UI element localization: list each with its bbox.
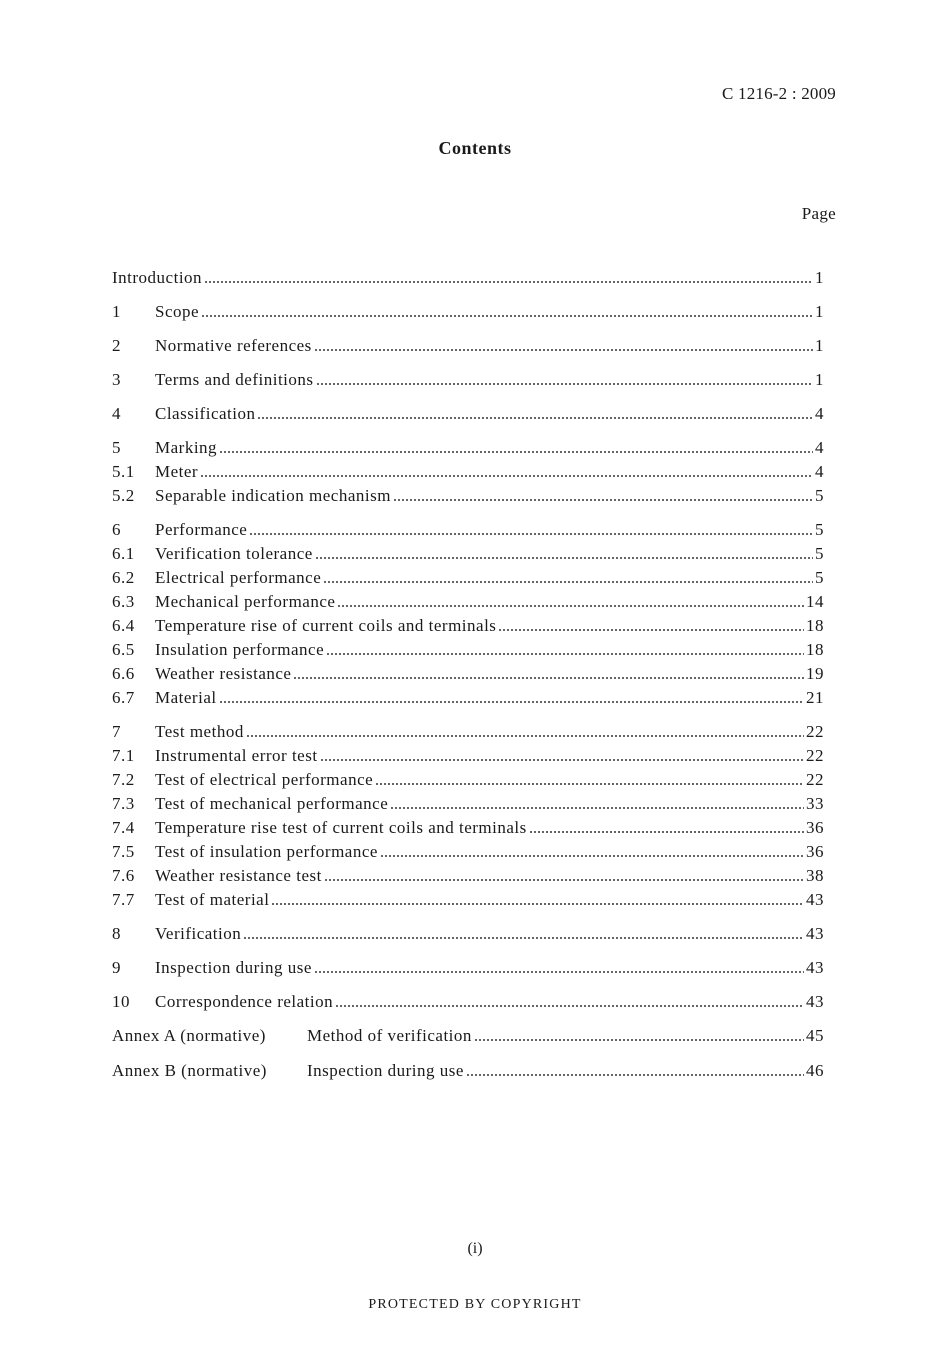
- toc-entry-introduction[interactable]: [112, 266, 824, 288]
- toc-entry-title: Test of insulation performance: [155, 842, 378, 861]
- toc-entry-page: 1: [815, 302, 824, 321]
- toc-entry-title: Weather resistance: [155, 664, 292, 683]
- copyright-notice: PROTECTED BY COPYRIGHT: [368, 1297, 582, 1312]
- page-number: (i): [467, 1240, 483, 1257]
- dot-leader: [271, 903, 804, 905]
- toc-entry-title: Introduction: [112, 268, 203, 287]
- toc-entry-1[interactable]: [112, 300, 824, 322]
- toc-entry-4[interactable]: [112, 402, 824, 424]
- toc-entry-title: Classification: [155, 404, 256, 423]
- toc-entry-title: Material: [155, 688, 217, 707]
- toc-entry-number: 7.3: [112, 794, 135, 813]
- toc-entry-title: Temperature rise of current coils and terminals: [155, 616, 497, 635]
- toc-entry-page: 45: [806, 1026, 824, 1045]
- dot-leader: [314, 971, 804, 973]
- toc-entry-7-5[interactable]: [112, 840, 824, 862]
- toc-entry-title: Performance: [155, 520, 248, 539]
- toc-entry-page: 1: [815, 336, 824, 355]
- toc-entry-number: 6.1: [112, 544, 135, 563]
- dot-leader: [204, 281, 813, 283]
- toc-entry-page: 38: [806, 866, 824, 885]
- dot-leader: [390, 807, 804, 809]
- dot-leader: [314, 349, 813, 351]
- toc-entry-page: 43: [806, 924, 824, 943]
- dot-leader: [323, 581, 813, 583]
- toc-entry-annex-a[interactable]: [112, 1024, 824, 1046]
- toc-entry-7-2[interactable]: [112, 768, 824, 790]
- toc-entry-page: 5: [815, 520, 824, 539]
- toc-entry-number: 7.1: [112, 746, 135, 765]
- toc-entry-title: Weather resistance test: [155, 866, 322, 885]
- toc-entry-title: Marking: [155, 438, 218, 457]
- toc-entry-title: Method of verification: [307, 1026, 472, 1045]
- toc-entry-page: 46: [806, 1061, 824, 1080]
- toc-entry-number: 6.2: [112, 568, 135, 587]
- dot-leader: [466, 1074, 804, 1076]
- toc-entry-page: 5: [815, 544, 824, 563]
- annex-label: Annex A (normative): [112, 1026, 266, 1045]
- dot-leader: [246, 735, 804, 737]
- toc-entry-number: 6.5: [112, 640, 135, 659]
- dot-leader: [293, 677, 804, 679]
- toc-entry-8[interactable]: [112, 922, 824, 944]
- toc-entry-page: 18: [806, 640, 824, 659]
- toc-entry-number: 6.3: [112, 592, 135, 611]
- toc-entry-title: Terms and definitions: [155, 370, 314, 389]
- dot-leader: [498, 629, 804, 631]
- dot-leader: [249, 533, 813, 535]
- toc-entry-page: 22: [806, 746, 824, 765]
- toc-entry-page: 43: [806, 992, 824, 1011]
- toc-entry-7-6[interactable]: [112, 864, 824, 886]
- toc-entry-number: 2: [112, 336, 121, 355]
- toc-entry-number: 7.2: [112, 770, 135, 789]
- toc-entry-number: 10: [112, 992, 130, 1011]
- toc-entry-title: Electrical performance: [155, 568, 322, 587]
- toc-entry-number: 3: [112, 370, 121, 389]
- dot-leader: [529, 831, 804, 833]
- toc-entry-7-3[interactable]: [112, 792, 824, 814]
- toc-entry-number: 5.1: [112, 462, 135, 481]
- toc-entry-6-1[interactable]: [112, 542, 824, 564]
- dot-leader: [320, 759, 804, 761]
- toc-entry-page: 5: [815, 568, 824, 587]
- dot-leader: [324, 879, 804, 881]
- toc-entry-title: Normative references: [155, 336, 312, 355]
- toc-entry-number: 1: [112, 302, 121, 321]
- dot-leader: [335, 1005, 804, 1007]
- toc-entry-6-4[interactable]: [112, 614, 824, 636]
- toc-entry-9[interactable]: [112, 956, 824, 978]
- toc-entry-title: Scope: [155, 302, 200, 321]
- toc-entry-number: 5: [112, 438, 121, 457]
- toc-entry-page: 43: [806, 890, 824, 909]
- page-column-header: Page: [801, 204, 836, 223]
- dot-leader: [201, 315, 813, 317]
- dot-leader: [257, 417, 813, 419]
- toc-entry-page: 22: [806, 722, 824, 741]
- toc-entry-number: 6.6: [112, 664, 135, 683]
- toc-entry-7-1[interactable]: [112, 744, 824, 766]
- toc-entry-title: Instrumental error test: [155, 746, 318, 765]
- toc-entry-page: 19: [806, 664, 824, 683]
- dot-leader: [474, 1039, 804, 1041]
- toc-entry-title: Mechanical performance: [155, 592, 336, 611]
- toc-entry-number: 8: [112, 924, 121, 943]
- toc-entry-page: 43: [806, 958, 824, 977]
- toc-entry-7[interactable]: [112, 720, 824, 742]
- toc-entry-title: Verification tolerance: [155, 544, 313, 563]
- dot-leader: [380, 855, 804, 857]
- toc-entry-annex-b[interactable]: [112, 1059, 824, 1081]
- dot-leader: [315, 557, 813, 559]
- toc-entry-5[interactable]: [112, 436, 824, 458]
- toc-entry-title: Test method: [155, 722, 244, 741]
- toc-entry-6-6[interactable]: [112, 662, 824, 684]
- toc-entry-number: 6: [112, 520, 121, 539]
- dot-leader: [337, 605, 804, 607]
- toc-entry-page: 1: [815, 370, 824, 389]
- toc-entry-number: 7: [112, 722, 121, 741]
- toc-entry-page: 4: [815, 404, 824, 423]
- toc-entry-6-5[interactable]: [112, 638, 824, 660]
- toc-entry-number: 5.2: [112, 486, 135, 505]
- toc-entry-page: 36: [806, 842, 824, 861]
- dot-leader: [219, 701, 804, 703]
- dot-leader: [375, 783, 804, 785]
- dot-leader: [219, 451, 813, 453]
- toc-entry-page: 21: [806, 688, 824, 707]
- toc-entry-5-2[interactable]: [112, 484, 824, 506]
- toc-entry-title: Inspection during use: [155, 958, 312, 977]
- toc-entry-page: 22: [806, 770, 824, 789]
- toc-entry-number: 7.4: [112, 818, 135, 837]
- toc-entry-page: 14: [806, 592, 824, 611]
- toc-entry-number: 7.6: [112, 866, 135, 885]
- toc-entry-number: 7.5: [112, 842, 135, 861]
- toc-entry-title: Test of electrical performance: [155, 770, 374, 789]
- toc-entry-6-3[interactable]: [112, 590, 824, 612]
- toc-entry-title: Temperature rise test of current coils and terminals: [155, 818, 527, 837]
- toc-entry-title: Verification: [155, 924, 242, 943]
- toc-entry-title: Correspondence relation: [155, 992, 334, 1011]
- toc-entry-number: 4: [112, 404, 121, 423]
- toc-entry-6-7[interactable]: [112, 686, 824, 708]
- toc-entry-title: Meter: [155, 462, 199, 481]
- toc-entry-10[interactable]: [112, 990, 824, 1012]
- contents-title: Contents: [438, 138, 512, 158]
- toc-entry-page: 4: [815, 438, 824, 457]
- dot-leader: [316, 383, 813, 385]
- toc-entry-title: Test of material: [155, 890, 270, 909]
- dot-leader: [200, 475, 813, 477]
- toc-entry-number: 9: [112, 958, 121, 977]
- document-code: C 1216-2 : 2009: [722, 84, 836, 103]
- toc-entry-6[interactable]: [112, 518, 824, 540]
- toc-entry-3[interactable]: [112, 368, 824, 390]
- toc-entry-page: 33: [806, 794, 824, 813]
- toc-entry-5-1[interactable]: [112, 460, 824, 482]
- toc-entry-title: Separable indication mechanism: [155, 486, 391, 505]
- toc-entry-title: Inspection during use: [307, 1061, 464, 1080]
- dot-leader: [393, 499, 813, 501]
- toc-entry-page: 4: [815, 462, 824, 481]
- toc-entry-2[interactable]: [112, 334, 824, 356]
- toc-entry-7-4[interactable]: [112, 816, 824, 838]
- dot-leader: [326, 653, 804, 655]
- toc-entry-number: 6.7: [112, 688, 135, 707]
- toc-entry-title: Test of mechanical performance: [155, 794, 389, 813]
- toc-entry-page: 5: [815, 486, 824, 505]
- toc-entry-page: 1: [815, 268, 824, 287]
- toc-entry-number: 7.7: [112, 890, 135, 909]
- toc-entry-page: 18: [806, 616, 824, 635]
- dot-leader: [243, 937, 804, 939]
- annex-label: Annex B (normative): [112, 1061, 267, 1080]
- toc-entry-number: 6.4: [112, 616, 135, 635]
- toc-entry-7-7[interactable]: [112, 888, 824, 910]
- toc-entry-page: 36: [806, 818, 824, 837]
- toc-entry-title: Insulation performance: [155, 640, 325, 659]
- toc-entry-6-2[interactable]: [112, 566, 824, 588]
